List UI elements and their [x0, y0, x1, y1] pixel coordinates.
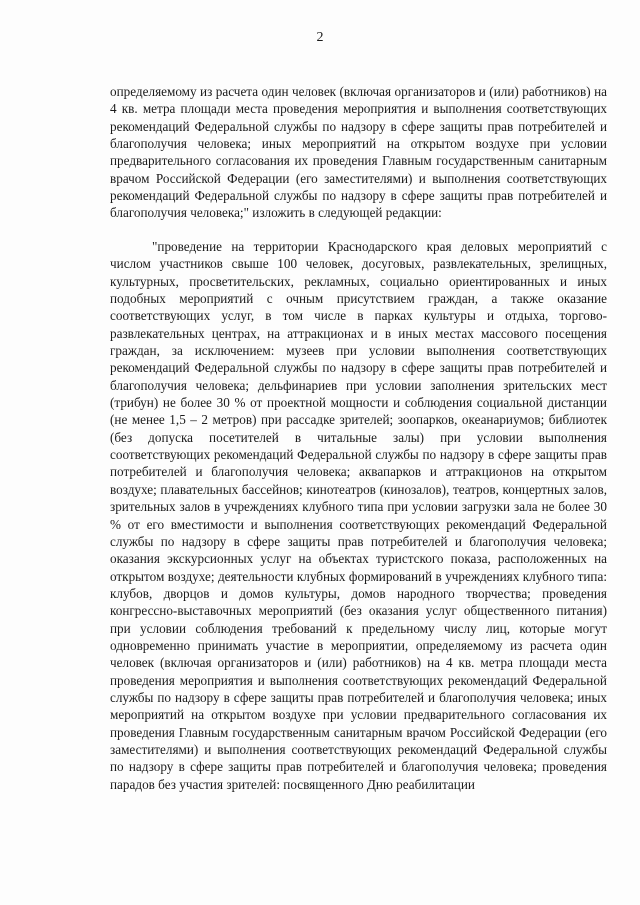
- page-number: 2: [316, 30, 324, 45]
- paragraph-continuation: [110, 83, 607, 222]
- paragraph-text: "проведение на территории Краснодарского края деловых мероприятий с числом участников свыше 100 человек, досуговых, развлекательных, зрелищных, культурных, просветительских, рекламных, социально ориентированных и иных подобных мероприятий с очным присутствием граждан, а также оказание соответствующих услуг, в том числе в парках культуры и отдыха, торгово-развлекательных центрах, на аттракционах и в иных местах массового посещения граждан, за исключением: музеев при условии выполнения соответствующих рекомендаций Федеральной службы по надзору в сфере защиты прав потребителей и благополучия человека; дельфинариев при условии заполнения зрительских мест (трибун) не более 30 % от проектной мощности и соблюдения социальной дистанции (не менее 1,5 – 2 метров) при рассадке зрителей; зоопарков, океанариумов; библиотек (без допуска посетителей в читальные залы) при условии выполнения соответствующих рекомендаций Федеральной службы по надзору в сфере защиты прав потребителей и благополучия человека; аквапарков и аттракционов на открытом воздухе; плавательных бассейнов; кинотеатров (кинозалов), театров, концертных залов, зрительных залов в учреждениях клубного типа при условии загрузки зала не более 30 % от его вместимости и выполнения соответствующих рекомендаций Федеральной службы по надзору в сфере защиты прав потребителей и благополучия человека; оказания экскурсионных услуг на объектах туристского показа, расположенных на открытом воздухе; деятельности клубных формирований в учреждениях клубного типа: клубов, дворцов и домов культуры, домов народного творчества; проведения конгрессно-выставочных мероприятий (без оказания услуг общественного питания) при условии соблюдения требований к предельному числу лиц, которые могут одновременно принимать участие в мероприятии, определяемому из расчета один человек (включая организаторов и (или) работников) на 4 кв. метра площади места проведения мероприятия и выполнения соответствующих рекомендаций Федеральной службы по надзору в сфере защиты прав потребителей и благополучия человека; иных мероприятий на открытом воздухе при условии предварительного согласования их проведения Главным государственным санитарным врачом Российской Федерации (его заместителями) и выполнения соответствующих рекомендаций Федеральной службы по надзору в сфере защиты прав потребителей и благополучия человека; проведения парадов без участия зрителей: посвященного Дню реабилитации: [110, 239, 607, 792]
- paragraph-new-wording: [110, 238, 607, 793]
- paragraph-text: определяемому из расчета один человек (включая организаторов и (или) работников) на 4 кв. метра площади места проведения мероприятия и выполнения соответствующих рекомендаций Федеральной службы по надзору в сфере защиты прав потребителей и благополучия человека; иных мероприятий на открытом воздухе при условии предварительного согласования их проведения Главным государственным санитарным врачом Российской Федерации (его заместителями) и выполнения соответствующих рекомендаций Федеральной службы по надзору в сфере защиты прав потребителей и благополучия человека;" изложить в следующей редакции:: [110, 84, 607, 221]
